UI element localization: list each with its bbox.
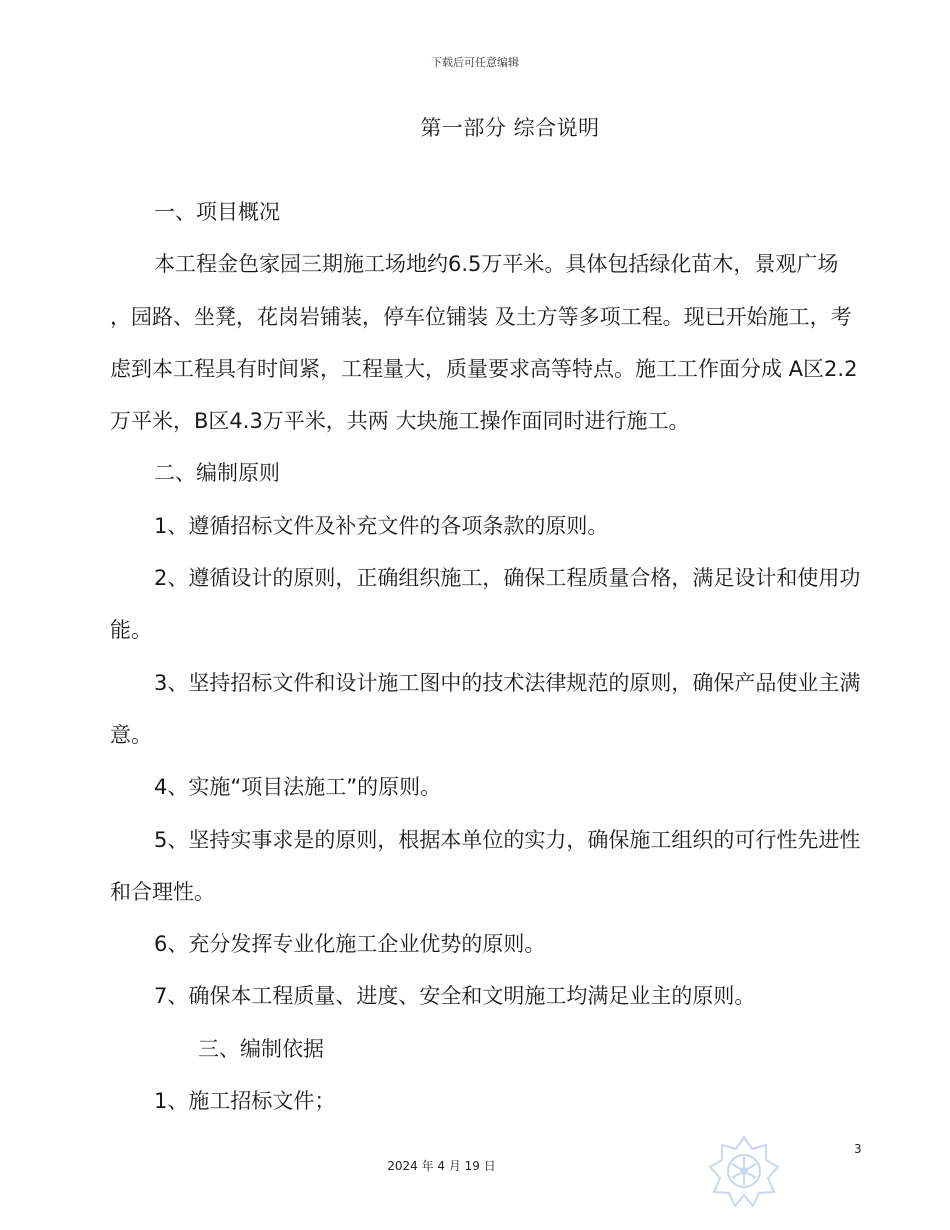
principle-item-6: 6、充分发挥专业化施工企业优势的原则。 [154,932,546,957]
principle-item-4: 4、实施“项目法施工”的原则。 [154,775,442,800]
paragraph-overview: 本工程金色家园三期施工场地约6.5万平米。具体包括绿化苗木，景观广场 ，园路、坐凳，花岗岩铺装，停车位铺装 及土方等多项工程。现已开始施工，考虑到本工程具有时间紧，工程量大，质量要求高等特点。施工工作面分成 A区2.2万平米，B区4.3万平米，共两 大块施工操作面同时进行施工。 [110,252,858,434]
principle-item-5: 5、坚持实事求是的原则，根据本单位的实力，确保施工组织的可行性先进性和合理性。 [110,827,861,904]
footer-date: 2024 年 4 月 19 日 [387,1159,496,1173]
section-heading-basis: 三、编制依据 [198,1036,324,1061]
section-heading-principles: 二、编制原则 [154,461,280,486]
document-body [110,186,862,1127]
header-note: 下载后可任意编辑 [431,56,519,69]
principle-item-2: 2、遵循设计的原则，正确组织施工，确保工程质量合格，满足设计和使用功能。 [110,566,861,643]
section-heading-overview: 一、项目概况 [154,200,280,224]
principle-item-1: 1、遵循招标文件及补充文件的各项条款的原则。 [154,513,609,538]
principle-item-7: 7、确保本工程质量、进度、安全和文明施工均满足业主的原则。 [154,984,756,1009]
principle-item-3: 3、坚持招标文件和设计施工图中的技术法律规范的原则，确保产品使业主满意。 [110,670,861,747]
page-number: 3 [854,1142,862,1156]
basis-item-1: 1、施工招标文件； [154,1089,336,1114]
document-title: 第一部分 综合说明 [420,116,600,140]
snowflake-seal-icon [706,1133,782,1209]
